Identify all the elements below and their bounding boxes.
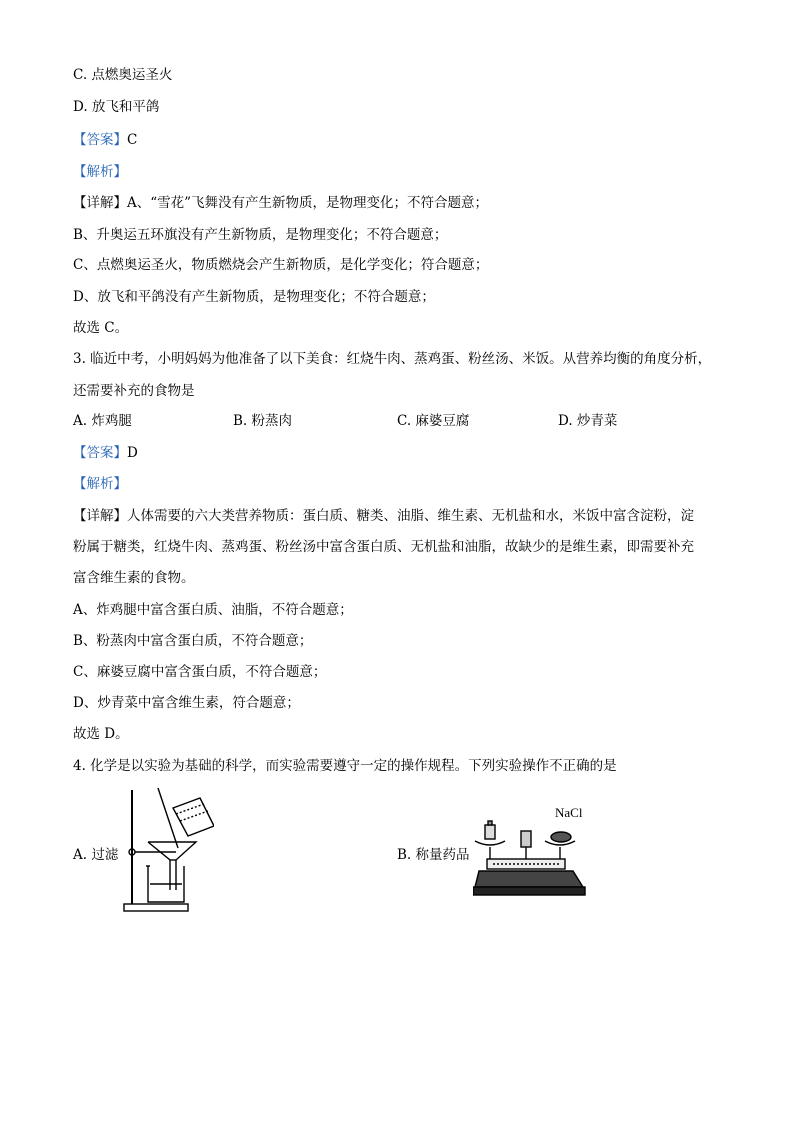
q2-detail-line: B、升奥运五环旗没有产生新物质，是物理变化；不符合题意； (73, 227, 448, 243)
q2-analysis-tag: 【解析】 (73, 164, 127, 180)
q3-detail-line: 【详解】人体需要的六大类营养物质：蛋白质、糖类、油脂、维生素、无机盐和水，米饭中富含淀粉，淀 (73, 508, 694, 524)
q4-option-b-label: B. 称量药品 (397, 847, 470, 863)
answer-value: C (127, 132, 138, 148)
nacl-label: NaCl (555, 805, 583, 820)
answer-value: D (127, 445, 138, 461)
answer-tag: 【答案】 (73, 445, 127, 461)
balance-scale-figure (473, 803, 593, 903)
q3-stem-line2: 还需要补充的食物是 (73, 383, 195, 399)
q3-stem-line1: 3. 临近中考，小明妈妈为他准备了以下美食：红烧牛肉、蒸鸡蛋、粉丝汤、米饭。从营养均衡的角度分析， (73, 351, 712, 367)
q3-detail-line: 富含维生素的食物。 (73, 570, 195, 586)
q3-detail-c: C、麻婆豆腐中富含蛋白质，不符合题意； (73, 664, 327, 680)
answer-tag: 【答案】 (73, 132, 127, 148)
q2-option-d: D. 放飞和平鸽 (73, 99, 160, 115)
q3-analysis-tag: 【解析】 (73, 476, 127, 492)
q4-option-a-label: A. 过滤 (73, 847, 119, 863)
q3-detail-b: B、粉蒸肉中富含蛋白质，不符合题意； (73, 633, 313, 649)
q4-stem: 4. 化学是以实验为基础的科学，而实验需要遵守一定的操作规程。下列实验操作不正确的是 (73, 758, 617, 774)
q2-detail-line: C、点燃奥运圣火，物质燃烧会产生新物质，是化学变化；符合题意； (73, 257, 489, 273)
q3-detail-d: D、炒青菜中富含维生素，符合题意； (73, 695, 300, 711)
q3-detail-line: 粉属于糖类，红烧牛肉、蒸鸡蛋、粉丝汤中富含蛋白质、无机盐和油脂，故缺少的是维生素，即需要补充 (73, 539, 694, 555)
q3-option-d: D. 炒青菜 (558, 413, 618, 429)
q3-conclusion: 故选 D。 (73, 726, 129, 742)
q2-detail-line: 【详解】A、“雪花”飞舞没有产生新物质，是物理变化；不符合题意； (73, 195, 489, 211)
q2-detail-line: D、放飞和平鸽没有产生新物质，是物理变化；不符合题意； (73, 289, 435, 305)
filtration-apparatus-figure (118, 786, 214, 916)
q2-conclusion: 故选 C。 (73, 320, 129, 336)
q3-answer (73, 444, 138, 462)
q3-detail-a: A、炸鸡腿中富含蛋白质、油脂，不符合题意； (73, 602, 353, 618)
q3-option-b: B. 粉蒸肉 (233, 413, 293, 429)
q3-option-a: A. 炸鸡腿 (73, 413, 132, 429)
q2-answer (73, 131, 137, 149)
q2-option-c: C. 点燃奥运圣火 (73, 67, 173, 83)
q3-option-c: C. 麻婆豆腐 (397, 413, 470, 429)
